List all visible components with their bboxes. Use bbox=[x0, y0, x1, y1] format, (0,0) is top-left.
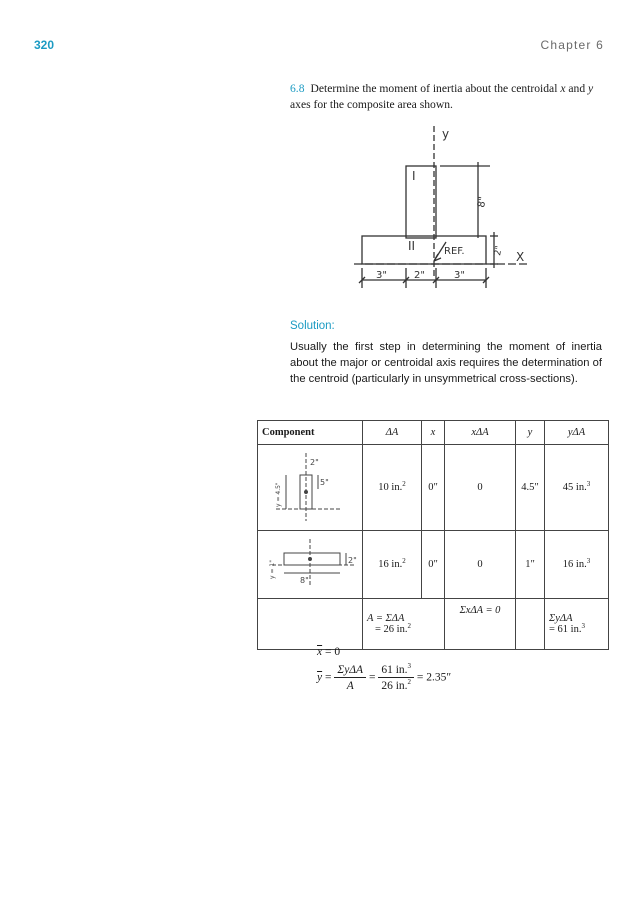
header-yda: yΔA bbox=[545, 421, 609, 445]
problem-var-y: y bbox=[588, 82, 594, 95]
problem-number: 6.8 bbox=[290, 82, 305, 95]
fig-label-part-2: II bbox=[408, 239, 416, 253]
totals-area-line-1: A = ΣΔA bbox=[367, 613, 405, 624]
component-1-sketch bbox=[258, 445, 363, 531]
solution-text: Usually the first step in determining the moment of inertia about the major or centroidal axis requires the determination of the centroid (particularly in unsymmetrical cross-sections). bbox=[290, 341, 602, 385]
row-1-da: 10 in.$^2$ bbox=[363, 445, 422, 531]
fig-dim-stem: 8" bbox=[476, 195, 489, 209]
composite-area-figure bbox=[350, 118, 540, 298]
row-2-da: 16 in.$^2$ bbox=[363, 531, 422, 599]
sketch-2-label-width: 8" bbox=[300, 576, 309, 585]
fig-dim-left: 3" bbox=[376, 270, 387, 281]
fig-label-ref: REF. bbox=[444, 246, 465, 257]
row-2-x: 0″ bbox=[422, 531, 445, 599]
fraction-2: $\frac{61 in.^3}{26 in.^2}$ bbox=[378, 664, 414, 692]
fig-dim-right: 3" bbox=[454, 270, 465, 281]
row-2-xda: 0 bbox=[445, 531, 516, 599]
table-header-row bbox=[258, 421, 609, 445]
problem-text-and: and bbox=[565, 82, 589, 95]
sketch-2-label-height: 2" bbox=[348, 556, 357, 565]
problem-text-1: Determine the moment of inertia about the centroidal bbox=[310, 82, 558, 95]
header-y: y bbox=[516, 421, 545, 445]
totals-yda-line-2: = 61 in.$^3$ bbox=[549, 622, 585, 635]
totals-blank bbox=[258, 599, 363, 650]
row-1-xda: 0 bbox=[445, 445, 516, 531]
ybar-equation: $\overline{y}$ = $\frac{\text{ΣyΔA}}{A}$ = $\frac{61 in.^3}{26 in.^2}$ = 2.35″ bbox=[317, 662, 452, 692]
totals-yda-line-1: ΣyΔA bbox=[549, 613, 573, 624]
row-2-y: 1″ bbox=[516, 531, 545, 599]
chapter-title: Chapter 6 bbox=[540, 38, 604, 52]
totals-area-line-2: = 26 in.$^2$ bbox=[375, 622, 411, 635]
centroid-calculation bbox=[317, 646, 451, 692]
sketch-1-label-width: 2" bbox=[310, 458, 319, 467]
fig-dim-mid: 2" bbox=[414, 270, 425, 281]
problem-text-2: axes for the composite area shown. bbox=[290, 98, 453, 111]
ybar-result: = 2.35″ bbox=[416, 671, 452, 684]
solution-heading: Solution: bbox=[290, 320, 335, 332]
totals-xda: ΣxΔA = 0 bbox=[445, 599, 516, 650]
totals-yda bbox=[545, 599, 609, 650]
sketch-1-label-y: y = 4.5" bbox=[275, 482, 282, 507]
table-row bbox=[258, 445, 609, 531]
fig-dim-flange: 2" bbox=[493, 245, 505, 257]
row-1-y: 4.5″ bbox=[516, 445, 545, 531]
table-row bbox=[258, 531, 609, 599]
row-1-yda: 45 in.$^3$ bbox=[545, 445, 609, 531]
fig-label-x: X bbox=[516, 250, 525, 264]
sketch-2-label-y: y = 1" bbox=[269, 560, 276, 579]
totals-area bbox=[363, 599, 445, 650]
fraction-1: $\frac{\text{ΣyΔA}}{A}$ bbox=[334, 664, 366, 692]
stem-rect bbox=[406, 166, 436, 238]
totals-blank-y bbox=[516, 599, 545, 650]
header-component: Component bbox=[258, 421, 363, 445]
problem-var-x: x bbox=[560, 82, 566, 95]
fig-label-y: y bbox=[442, 127, 450, 141]
header-x: x bbox=[422, 421, 445, 445]
row-2-yda: 16 in.$^3$ bbox=[545, 531, 609, 599]
page-number: 320 bbox=[34, 38, 55, 52]
sketch-1-label-height: 5" bbox=[320, 478, 329, 487]
component-2-sketch bbox=[258, 531, 363, 599]
problem-statement bbox=[290, 81, 602, 113]
flange-rect bbox=[362, 236, 486, 264]
header-xda: xΔA bbox=[445, 421, 516, 445]
header-da: ΔA bbox=[363, 421, 422, 445]
table-totals-row bbox=[258, 599, 609, 650]
fig-label-part-1: I bbox=[412, 169, 416, 183]
row-1-x: 0″ bbox=[422, 445, 445, 531]
centroid-table bbox=[257, 420, 609, 650]
xbar-equation: $\overline{x} = 0$ bbox=[317, 646, 341, 658]
